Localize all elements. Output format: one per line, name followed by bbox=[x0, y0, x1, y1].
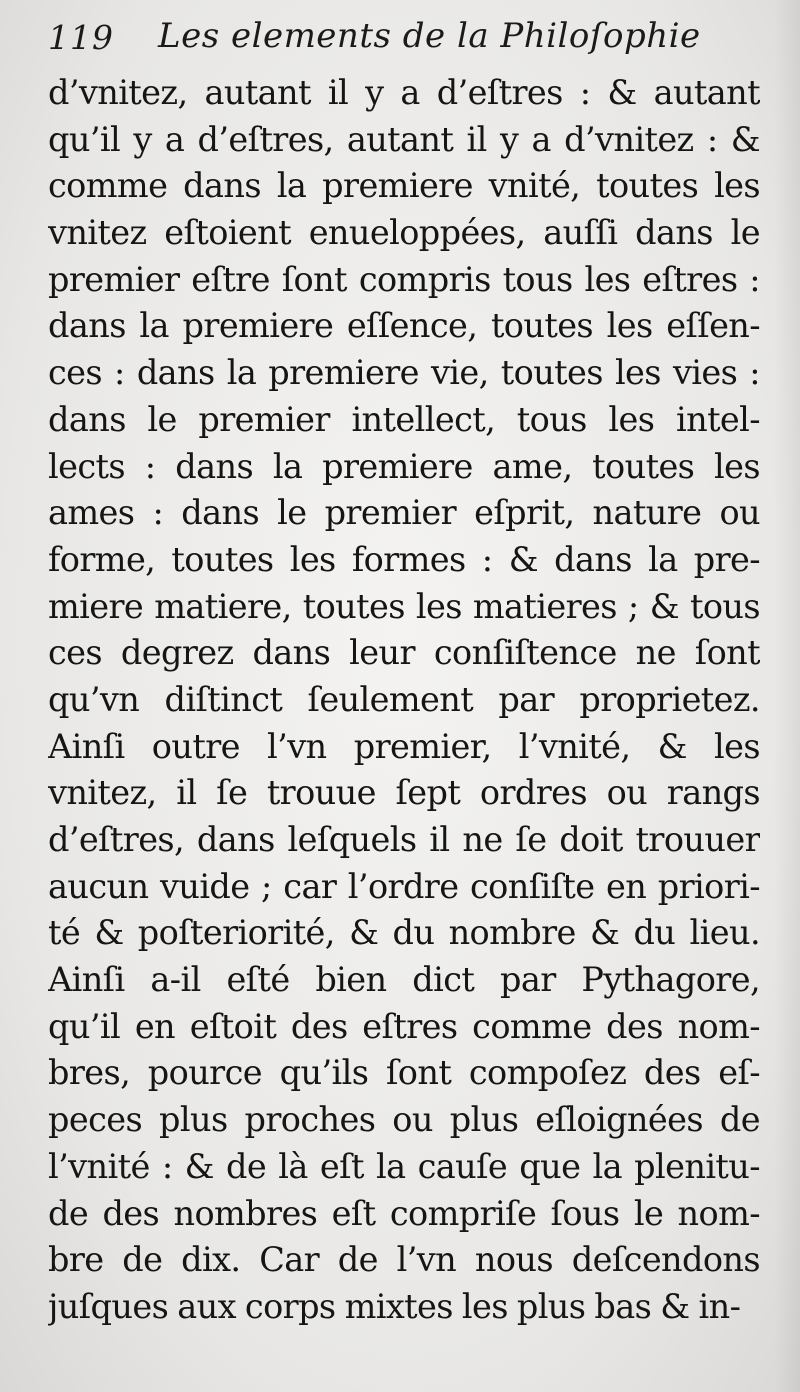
text-line: d’eſtres, dans leſquels il ne ſe doit trouuer bbox=[48, 820, 760, 859]
text-line: té & poſteriorité, & du nombre & du lieu. bbox=[48, 913, 760, 953]
page-edge-shadow bbox=[774, 0, 800, 1392]
text-line: bre de dix. Car de l’vn nous deſcendons bbox=[48, 1240, 760, 1280]
text-line: ces degrez dans leur conſiſtence ne ſont bbox=[48, 633, 760, 673]
text-line: peces plus proches ou plus eſloignées de bbox=[48, 1100, 760, 1140]
text-line: lects : dans la premiere ame, toutes les bbox=[48, 446, 760, 486]
page-number: 119 bbox=[48, 18, 114, 57]
text-line: qu’il y a d’eſtres, autant il y a d’vnitez : & bbox=[48, 119, 760, 159]
text-line: comme dans la premiere vnité, toutes les bbox=[48, 166, 760, 206]
body-text bbox=[48, 70, 760, 1331]
running-header bbox=[48, 14, 748, 66]
text-line: qu’il en eſtoit des eſtres comme des nom- bbox=[48, 1006, 760, 1046]
text-line: qu’vn diſtinct ſeulement par proprietez. bbox=[48, 679, 760, 719]
text-line: ces : dans la premiere vie, toutes les vies : bbox=[48, 353, 760, 393]
text-line: dans la premiere eſſence, toutes les eſſen- bbox=[48, 306, 760, 346]
text-line: dans le premier intellect, tous les intel- bbox=[48, 399, 760, 439]
text-line: d’vnitez, autant il y a d’eſtres : & autant bbox=[48, 73, 760, 112]
text-line: vnitez eſtoient enueloppées, auſſi dans le bbox=[48, 213, 760, 253]
text-line: juſques aux corps mixtes les plus bas & in- bbox=[48, 1286, 741, 1326]
text-line: premier eſtre ſont compris tous les eſtres : bbox=[48, 259, 760, 299]
text-line: aucun vuide ; car l’ordre conſiſte en priori- bbox=[48, 866, 760, 906]
text-line: Ainſi a-il eſté bien dict par Pythagore, bbox=[48, 960, 760, 1000]
text-line: l’vnité : & de là eſt la cauſe que la plenitu- bbox=[48, 1146, 760, 1186]
text-line: de des nombres eſt compriſe ſous le nom- bbox=[48, 1193, 760, 1233]
text-line: miere matiere, toutes les matieres ; & tous bbox=[48, 586, 760, 626]
text-line: Ainſi outre l’vn premier, l’vnité, & les bbox=[48, 726, 760, 766]
text-line: vnitez, il ſe trouue ſept ordres ou rangs bbox=[48, 773, 760, 813]
running-title: Les elements de la Philoſophie bbox=[158, 16, 701, 56]
text-line: ames : dans le premier eſprit, nature ou bbox=[48, 493, 760, 533]
text-line: bres, pource qu’ils ſont compoſez des eſ- bbox=[48, 1053, 760, 1093]
text-line: forme, toutes les formes : & dans la pre- bbox=[48, 539, 760, 579]
